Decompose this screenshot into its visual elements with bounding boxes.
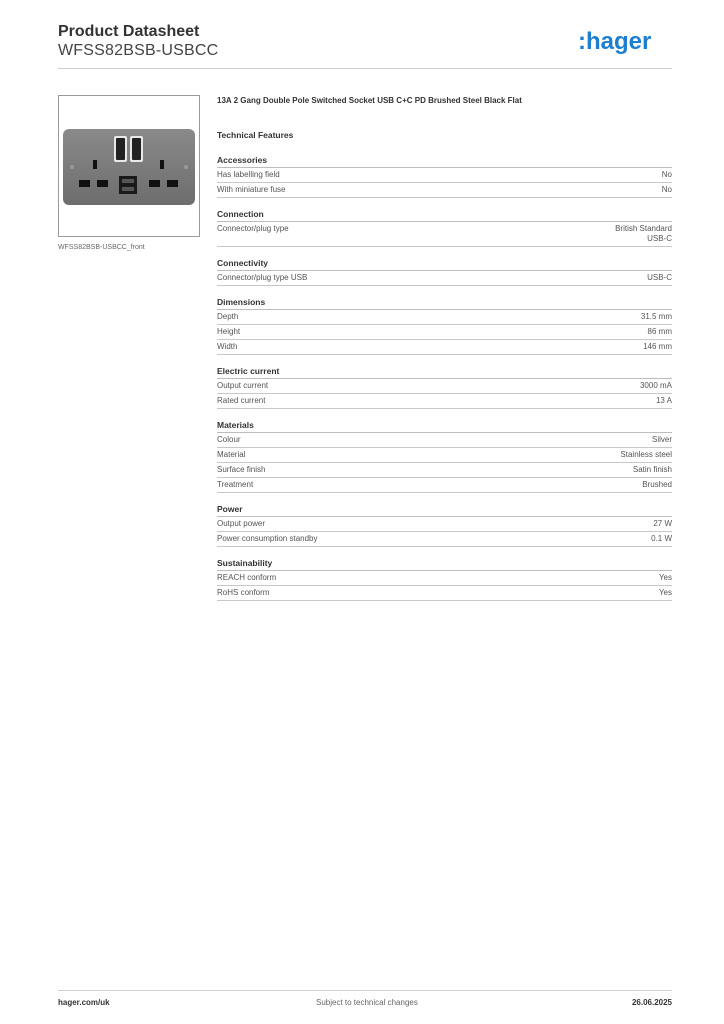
spec-value: British Standard USB-C xyxy=(615,224,672,243)
spec-label: Connector/plug type xyxy=(217,224,289,233)
spec-row xyxy=(217,517,672,532)
spec-row xyxy=(217,379,672,394)
section-title: Accessories xyxy=(217,155,672,168)
technical-features-heading: Technical Features xyxy=(217,130,294,140)
spec-label: Treatment xyxy=(217,480,254,489)
spec-value: 13 A xyxy=(655,396,672,405)
product-code: WFSS82BSB-USBCC xyxy=(58,42,219,59)
spec-row xyxy=(217,433,672,448)
spec-row xyxy=(217,340,672,355)
product-name: 13A 2 Gang Double Pole Switched Socket USB C+C PD Brushed Steel Black Flat xyxy=(217,96,522,105)
spec-row xyxy=(217,183,672,198)
document-header xyxy=(58,22,218,61)
spec-label: Depth xyxy=(217,312,239,321)
spec-label: Has labelling field xyxy=(217,170,280,179)
spec-section-electric-current xyxy=(217,366,672,409)
footer-notice: Subject to technical changes xyxy=(316,998,418,1007)
spec-value: 146 mm xyxy=(643,342,672,351)
spec-row xyxy=(217,271,672,286)
spec-label: Material xyxy=(217,450,246,459)
spec-value: 86 mm xyxy=(647,327,672,336)
spec-section-accessories xyxy=(217,155,672,198)
spec-row xyxy=(217,325,672,340)
spec-row xyxy=(217,394,672,409)
spec-section-connection xyxy=(217,209,672,247)
spec-value: Yes xyxy=(658,588,672,597)
spec-row xyxy=(217,448,672,463)
spec-label: Output power xyxy=(217,519,266,528)
spec-label: Width xyxy=(217,342,238,351)
spec-label: Height xyxy=(217,327,241,336)
image-caption: WFSS82BSB-USBCC_front xyxy=(58,244,145,251)
section-title: Sustainability xyxy=(217,558,672,571)
spec-label: REACH conform xyxy=(217,573,277,582)
spec-value: USB-C xyxy=(647,273,672,282)
spec-label: Colour xyxy=(217,435,241,444)
footer-divider xyxy=(58,990,672,991)
product-image xyxy=(58,95,200,237)
spec-label: RoHS conform xyxy=(217,588,270,597)
spec-value: Satin finish xyxy=(632,465,672,474)
spec-section-materials xyxy=(217,420,672,493)
spec-section-sustainability xyxy=(217,558,672,601)
spec-value: 31.5 mm xyxy=(640,312,672,321)
spec-row xyxy=(217,586,672,601)
section-title: Power xyxy=(217,504,672,517)
header-divider xyxy=(58,68,672,69)
section-title: Dimensions xyxy=(217,297,672,310)
spec-value: Silver xyxy=(651,435,672,444)
spec-row xyxy=(217,478,672,493)
spec-row xyxy=(217,310,672,325)
spec-value: Brushed xyxy=(642,480,672,489)
spec-value: 0.1 W xyxy=(651,534,672,543)
spec-value: 27 W xyxy=(653,519,672,528)
spec-value: Stainless steel xyxy=(620,450,672,459)
section-title: Connection xyxy=(217,209,672,222)
spec-row xyxy=(217,168,672,183)
section-title: Electric current xyxy=(217,366,672,379)
spec-value: 3000 mA xyxy=(639,381,672,390)
spec-row xyxy=(217,463,672,478)
spec-label: Surface finish xyxy=(217,465,266,474)
spec-sections xyxy=(217,155,672,601)
section-title: Materials xyxy=(217,420,672,433)
document-title: Product Datasheet xyxy=(58,23,200,40)
document-date: 26.06.2025 xyxy=(631,998,672,1007)
spec-label: Connector/plug type USB xyxy=(217,273,308,282)
specifications xyxy=(217,96,672,612)
spec-label: Rated current xyxy=(217,396,266,405)
spec-row xyxy=(217,222,672,247)
website-link[interactable]: hager.com/uk xyxy=(58,998,110,1007)
socket-illustration xyxy=(59,96,199,236)
svg-text::hager: :hager xyxy=(578,28,652,55)
spec-section-dimensions xyxy=(217,297,672,355)
spec-section-power xyxy=(217,504,672,547)
section-title: Connectivity xyxy=(217,258,672,271)
spec-row xyxy=(217,532,672,547)
spec-value: Yes xyxy=(658,573,672,582)
spec-section-connectivity xyxy=(217,258,672,286)
spec-value: No xyxy=(661,185,672,194)
spec-row xyxy=(217,571,672,586)
spec-label: Power consumption standby xyxy=(217,534,318,543)
hager-logo xyxy=(578,28,670,56)
spec-label: Output current xyxy=(217,381,269,390)
spec-label: With miniature fuse xyxy=(217,185,286,194)
spec-value: No xyxy=(661,170,672,179)
